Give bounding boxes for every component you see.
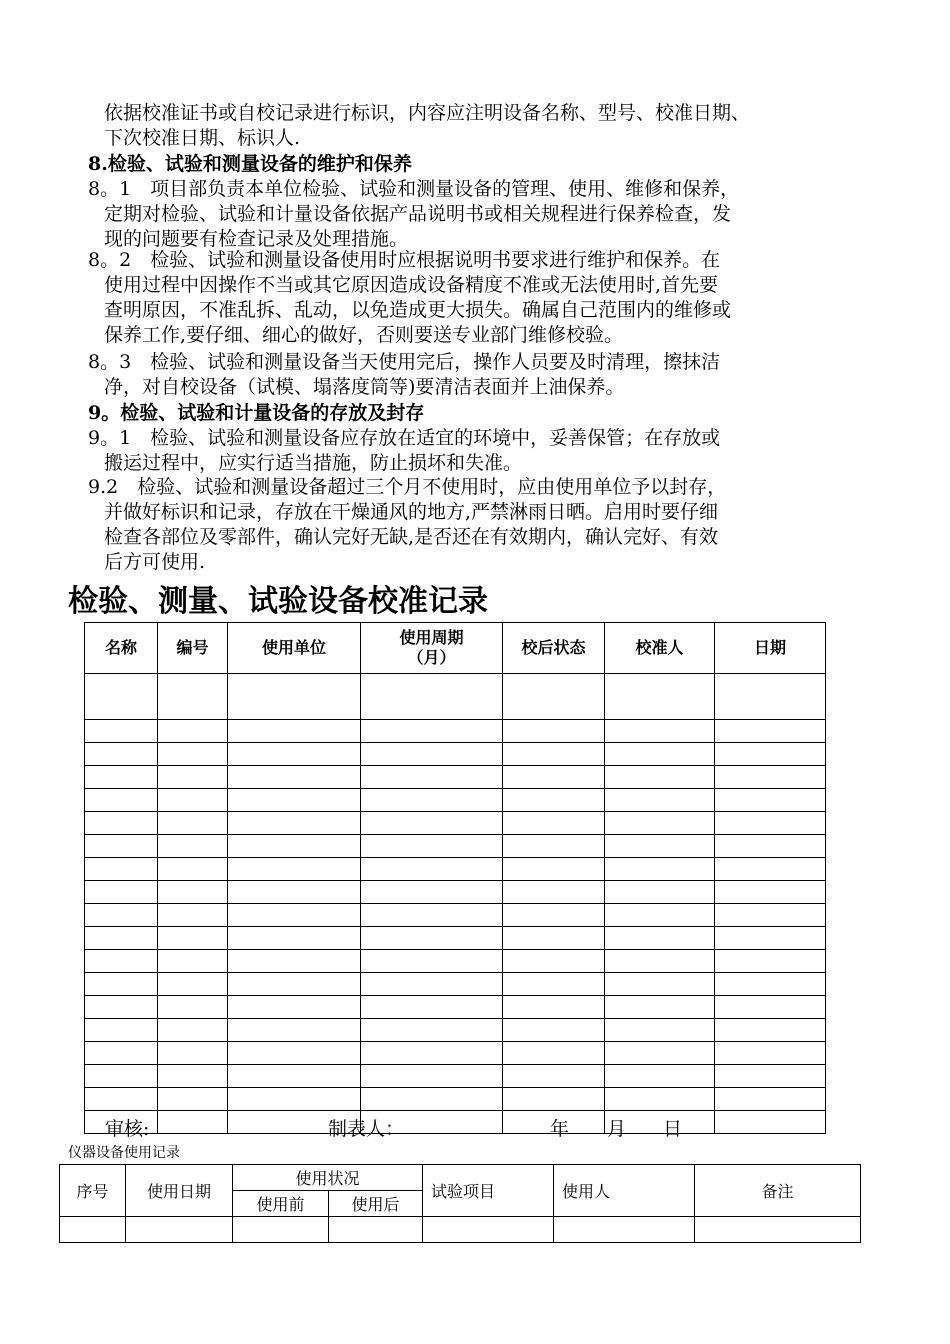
table-cell xyxy=(715,1065,826,1088)
table-cell xyxy=(503,766,605,789)
table-cell xyxy=(715,1042,826,1065)
table-cell xyxy=(715,950,826,973)
table-cell xyxy=(605,674,715,720)
table-cell xyxy=(503,1065,605,1088)
table-row xyxy=(85,789,826,812)
table-cell xyxy=(715,973,826,996)
table-cell xyxy=(228,881,361,904)
year-label: 年 xyxy=(550,1118,570,1140)
table-cell xyxy=(715,996,826,1019)
calibration-col-header: 名称 xyxy=(85,623,158,674)
table-cell xyxy=(361,881,503,904)
table-cell xyxy=(228,996,361,1019)
table-row xyxy=(85,973,826,996)
table-cell xyxy=(503,950,605,973)
table-cell xyxy=(85,1088,158,1111)
calibration-col-header: 日期 xyxy=(715,623,826,674)
table-cell xyxy=(158,789,228,812)
table-cell xyxy=(503,789,605,812)
table-row xyxy=(85,950,826,973)
table-cell xyxy=(158,766,228,789)
table-cell xyxy=(228,743,361,766)
table-cell xyxy=(85,789,158,812)
table-cell xyxy=(361,674,503,720)
table-cell xyxy=(158,743,228,766)
table-cell xyxy=(85,996,158,1019)
table-cell xyxy=(605,1042,715,1065)
table-row xyxy=(85,1111,826,1134)
paragraph xyxy=(88,350,858,400)
paragraph xyxy=(88,177,858,252)
table-cell xyxy=(85,904,158,927)
table-cell xyxy=(361,1042,503,1065)
table-cell xyxy=(715,766,826,789)
table-cell xyxy=(605,950,715,973)
text-line: 8。3 检验、试验和测量设备当天使用完后，操作人员要及时清理，擦抹洁 xyxy=(88,351,721,373)
usage-col-date: 使用日期 xyxy=(126,1165,233,1217)
table-row xyxy=(85,812,826,835)
table-cell xyxy=(715,881,826,904)
text-line: 并做好标识和记录，存放在干燥通风的地方,严禁淋雨日晒。启用时要仔细 xyxy=(104,501,719,523)
table-cell xyxy=(85,1065,158,1088)
table-cell xyxy=(605,1088,715,1111)
table-cell xyxy=(715,927,826,950)
text-line: 下次校准日期、标识人. xyxy=(104,127,301,149)
table-row xyxy=(85,1042,826,1065)
table-cell xyxy=(503,835,605,858)
section-heading xyxy=(88,152,858,177)
section-heading xyxy=(88,401,858,426)
table-cell xyxy=(158,881,228,904)
table-cell xyxy=(361,835,503,858)
usage-record-caption: 仪器设备使用记录 xyxy=(68,1145,180,1161)
table-cell xyxy=(85,881,158,904)
table-cell xyxy=(228,789,361,812)
text-line: 9。1 检验、试验和测量设备应存放在适宜的环境中，妥善保管；在存放或 xyxy=(88,427,721,449)
table-cell xyxy=(228,766,361,789)
table-row xyxy=(85,904,826,927)
table-cell xyxy=(158,835,228,858)
table-cell xyxy=(361,858,503,881)
usage-record-table xyxy=(59,1164,861,1243)
table-cell xyxy=(85,927,158,950)
table-cell xyxy=(228,973,361,996)
paragraph xyxy=(88,101,858,151)
table-cell xyxy=(233,1217,329,1243)
table-cell xyxy=(85,858,158,881)
table-cell xyxy=(695,1217,861,1243)
maker-label: 制表人： xyxy=(328,1118,405,1140)
table-cell xyxy=(228,835,361,858)
usage-col-user: 使用人 xyxy=(554,1165,695,1217)
table-cell xyxy=(361,766,503,789)
text-line: 使用过程中因操作不当或其它原因造成设备精度不准或无法使用时,首先要 xyxy=(104,274,719,296)
calibration-col-header: 使用周期 （月） xyxy=(361,623,503,674)
calibration-record-table xyxy=(84,622,826,1134)
calibration-body xyxy=(85,674,826,1134)
text-line: 9.2 检验、试验和测量设备超过三个月不使用时，应由使用单位予以封存， xyxy=(88,476,727,498)
table-cell xyxy=(361,1088,503,1111)
table-cell xyxy=(605,789,715,812)
usage-col-after: 使用后 xyxy=(329,1191,423,1217)
table-cell xyxy=(605,812,715,835)
usage-col-status: 使用状况 xyxy=(233,1165,423,1191)
paragraph xyxy=(88,248,858,348)
table-row xyxy=(85,1088,826,1111)
table-cell xyxy=(605,973,715,996)
table-cell xyxy=(361,1065,503,1088)
table-cell xyxy=(361,904,503,927)
calibration-col-header: 编号 xyxy=(158,623,228,674)
table-cell xyxy=(715,789,826,812)
table-row xyxy=(85,927,826,950)
paragraph xyxy=(88,475,858,575)
table-cell xyxy=(503,996,605,1019)
text-line: 查明原因，不准乱拆、乱动，以免造成更大损失。确属自己范围内的维修或 xyxy=(104,299,732,321)
table-cell xyxy=(715,812,826,835)
table-cell xyxy=(85,812,158,835)
table-row xyxy=(85,881,826,904)
table-cell xyxy=(228,1088,361,1111)
table-cell xyxy=(503,743,605,766)
table-cell xyxy=(361,789,503,812)
text-line: 保养工作,要仔细、细心的做好，否则要送专业部门维修校验。 xyxy=(104,324,624,346)
calibration-col-header: 使用单位 xyxy=(228,623,361,674)
table-cell xyxy=(605,927,715,950)
text-line: 9。检验、试验和计量设备的存放及封存 xyxy=(88,402,425,424)
calibration-header-row xyxy=(85,623,826,674)
table-cell xyxy=(423,1217,554,1243)
usage-col-seq: 序号 xyxy=(60,1165,126,1217)
table-cell xyxy=(605,904,715,927)
table-cell xyxy=(715,858,826,881)
table-cell xyxy=(361,950,503,973)
text-line: 检查各部位及零部件，确认完好无缺,是否还在有效期内，确认完好、有效 xyxy=(104,526,719,548)
table-cell xyxy=(605,1019,715,1042)
table-cell xyxy=(158,1019,228,1042)
table-cell xyxy=(554,1217,695,1243)
table-cell xyxy=(158,812,228,835)
table-cell xyxy=(605,743,715,766)
usage-col-note: 备注 xyxy=(695,1165,861,1217)
table-cell xyxy=(158,674,228,720)
table-cell xyxy=(605,720,715,743)
table-cell xyxy=(361,743,503,766)
table-row xyxy=(85,766,826,789)
table-cell xyxy=(715,743,826,766)
table-cell xyxy=(715,835,826,858)
table-cell xyxy=(158,1088,228,1111)
table-cell xyxy=(503,927,605,950)
table-cell xyxy=(158,996,228,1019)
usage-header-row xyxy=(60,1165,861,1191)
table-cell xyxy=(361,720,503,743)
calibration-col-header: 校准人 xyxy=(605,623,715,674)
text-line: 8。1 项目部负责本单位检验、试验和测量设备的管理、使用、维修和保养， xyxy=(88,178,740,200)
table-cell xyxy=(503,858,605,881)
table-row xyxy=(85,835,826,858)
calibration-record-title: 检验、测量、试验设备校准记录 xyxy=(68,584,488,619)
table-cell xyxy=(158,950,228,973)
table-cell xyxy=(715,904,826,927)
table-cell xyxy=(503,904,605,927)
table-cell xyxy=(503,973,605,996)
table-cell xyxy=(85,950,158,973)
table-cell xyxy=(605,858,715,881)
table-cell xyxy=(60,1217,126,1243)
table-cell xyxy=(228,674,361,720)
month-label: 月 xyxy=(607,1118,627,1140)
table-row xyxy=(85,858,826,881)
table-cell xyxy=(158,1042,228,1065)
table-cell xyxy=(158,858,228,881)
table-cell xyxy=(605,996,715,1019)
table-cell xyxy=(85,835,158,858)
review-label: 审核: xyxy=(105,1118,150,1140)
text-line: 搬运过程中，应实行适当措施，防止损坏和失准。 xyxy=(104,452,523,474)
table-cell xyxy=(605,881,715,904)
table-cell xyxy=(158,927,228,950)
table-cell xyxy=(503,812,605,835)
table-cell xyxy=(715,1019,826,1042)
table-cell xyxy=(605,1065,715,1088)
text-line: 后方可使用. xyxy=(104,551,206,573)
table-cell xyxy=(228,904,361,927)
table-cell xyxy=(503,881,605,904)
table-cell xyxy=(228,1065,361,1088)
text-line: 定期对检验、试验和计量设备依据产品说明书或相关规程进行保养检查，发 xyxy=(104,203,732,225)
table-cell xyxy=(329,1217,423,1243)
table-cell xyxy=(361,973,503,996)
table-row xyxy=(85,996,826,1019)
table-cell xyxy=(503,1019,605,1042)
table-cell xyxy=(361,812,503,835)
table-row xyxy=(85,674,826,720)
table-cell xyxy=(361,1019,503,1042)
table-row xyxy=(85,1019,826,1042)
table-cell xyxy=(158,904,228,927)
table-cell xyxy=(85,766,158,789)
paragraph xyxy=(88,426,858,476)
table-cell xyxy=(605,835,715,858)
table-cell xyxy=(158,1111,228,1134)
table-cell xyxy=(158,973,228,996)
table-cell xyxy=(85,743,158,766)
table-row xyxy=(85,743,826,766)
table-cell xyxy=(85,973,158,996)
table-cell xyxy=(158,1065,228,1088)
table-cell xyxy=(503,720,605,743)
table-cell xyxy=(228,1042,361,1065)
table-cell xyxy=(715,674,826,720)
table-cell xyxy=(715,1088,826,1111)
table-cell xyxy=(361,996,503,1019)
table-cell xyxy=(503,674,605,720)
table-cell xyxy=(85,674,158,720)
table-cell xyxy=(228,950,361,973)
usage-col-before: 使用前 xyxy=(233,1191,329,1217)
table-cell xyxy=(126,1217,233,1243)
table-cell xyxy=(228,858,361,881)
text-line: 8.检验、试验和测量设备的维护和保养 xyxy=(88,153,412,175)
usage-empty-row xyxy=(60,1217,861,1243)
text-line: 净，对自校设备（试模、塌落度筒等)要清洁表面并上油保养。 xyxy=(104,376,625,398)
table-cell xyxy=(228,720,361,743)
table-cell xyxy=(503,1088,605,1111)
usage-col-item: 试验项目 xyxy=(423,1165,554,1217)
text-line: 依据校准证书或自校记录进行标识，内容应注明设备名称、型号、校准日期、 xyxy=(104,102,751,124)
calibration-col-header: 校后状态 xyxy=(503,623,605,674)
day-label: 日 xyxy=(663,1118,683,1140)
table-cell xyxy=(228,927,361,950)
table-cell xyxy=(85,1042,158,1065)
text-line: 现的问题要有检查记录及处理措施。 xyxy=(104,228,409,250)
table-row xyxy=(85,720,826,743)
table-cell xyxy=(158,720,228,743)
table-cell xyxy=(361,927,503,950)
table-cell xyxy=(228,1019,361,1042)
table-cell xyxy=(605,766,715,789)
table-row xyxy=(85,1065,826,1088)
table-cell xyxy=(715,1111,826,1134)
table-cell xyxy=(85,720,158,743)
table-cell xyxy=(715,720,826,743)
table-cell xyxy=(85,1019,158,1042)
text-line: 8。2 检验、试验和测量设备使用时应根据说明书要求进行维护和保养。在 xyxy=(88,249,721,271)
table-cell xyxy=(503,1042,605,1065)
table-cell xyxy=(228,812,361,835)
